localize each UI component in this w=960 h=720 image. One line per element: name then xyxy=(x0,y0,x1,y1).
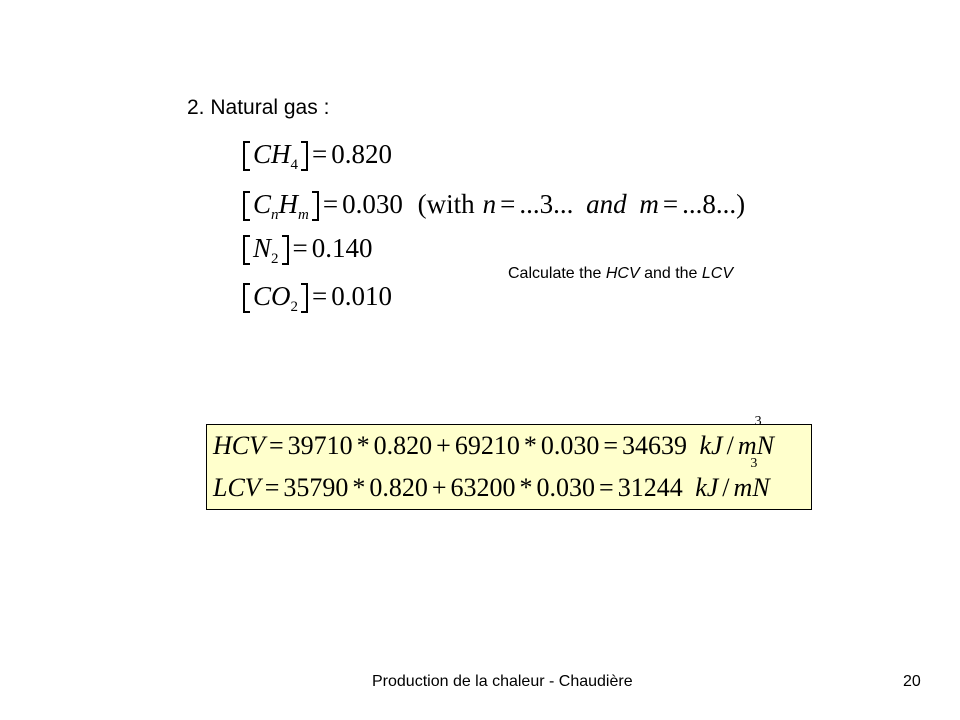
lcv-name: LCV xyxy=(213,473,261,502)
subscript-4: 4 xyxy=(290,157,299,173)
n-label: n xyxy=(482,189,497,219)
equation-ch4: $CH_4 = 0.820$ xyxy=(243,136,392,172)
lcv-result: 31244 xyxy=(617,473,683,502)
species-c: C xyxy=(253,189,272,219)
m-label: m xyxy=(639,189,659,219)
and-label: and xyxy=(586,189,627,219)
hcv-result: 34639 xyxy=(622,431,688,460)
slide-title: 2. Natural gas : xyxy=(187,96,330,119)
hcv-equation: HCV = 39710 * 0.820 + 69210 * 0.030 = 34639 kJ / m 3 N xyxy=(213,414,774,460)
species-co: CO xyxy=(253,281,291,311)
lcv-equation: LCV = 35790 * 0.820 + 63200 * 0.030 = 31244 kJ / m 3 N xyxy=(213,456,770,502)
value-co2: 0.010 xyxy=(331,281,392,311)
n-value: ...3... xyxy=(519,189,574,219)
subscript-2: 2 xyxy=(271,251,279,267)
value-cnhm: 0.030 xyxy=(342,189,403,219)
equation-co2: $CO_2 = 0.010$ xyxy=(243,278,392,314)
species-n: N xyxy=(253,233,272,263)
hcv-term: HCV xyxy=(605,265,640,282)
result-box xyxy=(206,414,812,510)
lcv-term: LCV xyxy=(701,265,734,282)
footer-text: Production de la chaleur - Chaudière xyxy=(372,673,633,690)
subscript-2: 2 xyxy=(290,299,299,315)
note-open: (with xyxy=(417,189,475,219)
subscript-m: m xyxy=(298,207,309,223)
page-number: 20 xyxy=(903,673,921,690)
value-ch4: 0.820 xyxy=(331,139,392,169)
equation-n2: $N_2 = 0.140$ xyxy=(243,230,373,266)
note-close: ) xyxy=(736,189,746,219)
value-n2: 0.140 xyxy=(311,233,373,263)
equation-cnhm: $C_nH_m = 0.030$ (with n = ...3... and m = ...8...) xyxy=(243,186,745,222)
species-h: H xyxy=(278,189,299,219)
hcv-name: HCV xyxy=(213,431,265,460)
subscript-n: n xyxy=(271,207,279,223)
m-value: ...8... xyxy=(682,189,737,219)
species-ch: CH xyxy=(253,139,291,169)
instruction-text: Calculate the HCV and the LCV xyxy=(508,265,734,282)
